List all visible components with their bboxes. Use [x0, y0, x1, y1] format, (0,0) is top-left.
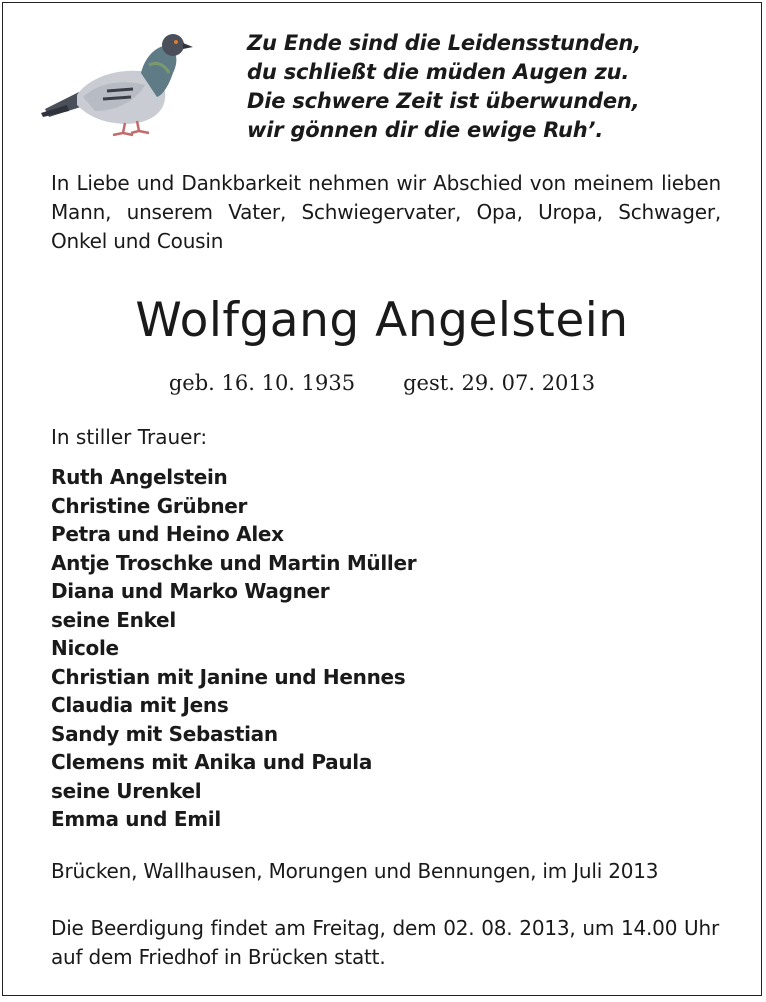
place-date: Brücken, Wallhausen, Morungen und Bennungen, im Juli 2013: [51, 859, 659, 883]
poem-line: Die schwere Zeit ist überwunden,: [247, 89, 640, 113]
mourner: Christine Grübner: [51, 493, 248, 518]
mourner: Petra und Heino Alex: [51, 522, 284, 546]
life-dates: [3, 371, 761, 395]
mourners-list: [51, 463, 416, 834]
death-date: gest. 29. 07. 2013: [403, 371, 596, 395]
mourner: Nicole: [51, 636, 119, 660]
mourning-heading: In stiller Trauer:: [51, 425, 208, 449]
mourner: Christian mit Janine und Hennes: [51, 664, 406, 689]
poem-line: du schließt die müden Augen zu.: [247, 60, 630, 84]
mourner: Clemens mit Anika und Paula: [51, 750, 373, 774]
poem: [247, 29, 641, 145]
pigeon-icon: [37, 25, 199, 140]
mourner: Diana und Marko Wagner: [51, 579, 330, 603]
mourner: Sandy mit Sebastian: [51, 721, 278, 746]
mourner: Ruth Angelstein: [51, 465, 228, 489]
mourner: seine Urenkel: [51, 778, 202, 803]
mourner: Emma und Emil: [51, 807, 221, 831]
poem-line: wir gönnen dir die ewige Ruh’.: [247, 118, 604, 142]
obituary-notice: [2, 2, 762, 996]
mourner: Antje Troschke und Martin Müller: [51, 550, 417, 575]
poem-line: Zu Ende sind die Leidensstunden,: [247, 31, 641, 55]
funeral-info: Die Beerdigung findet am Freitag, dem 02. 08. 2013, um 14.00 Uhr auf dem Friedhof in Brücken statt.: [51, 916, 719, 969]
deceased-name: Wolfgang Angelstein: [135, 293, 629, 348]
mourner: Claudia mit Jens: [51, 693, 229, 717]
birth-date: geb. 16. 10. 1935: [168, 371, 356, 395]
intro-text: In Liebe und Dankbarkeit nehmen wir Abschied von meinem lieben Mann, unserem Vater, Schwiegervater, Opa, Uropa, Schwager, Onkel und Cousin: [51, 171, 721, 253]
mourner: seine Enkel: [51, 607, 176, 632]
